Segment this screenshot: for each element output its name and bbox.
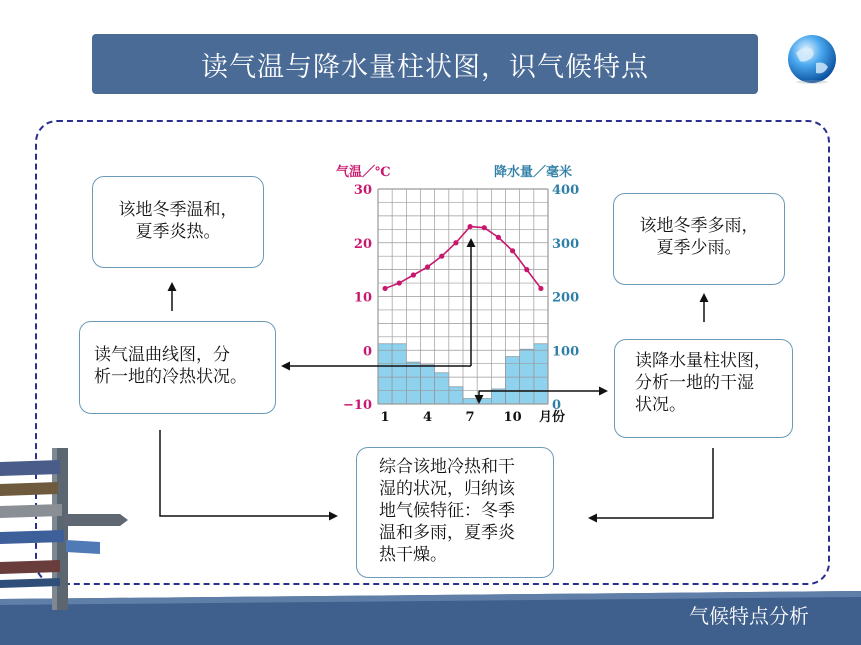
precipitation-bar: [392, 344, 406, 404]
box-line: 温和多雨，夏季炎: [379, 523, 515, 543]
temperature-axis-label: 气温／℃: [336, 165, 391, 180]
box-line: 析一地的冷热状况。: [94, 367, 247, 387]
month-tick-label: 10: [503, 410, 522, 425]
month-tick-label: 7: [465, 410, 475, 425]
temperature-point: [425, 264, 430, 269]
month-tick-label: 4: [423, 410, 433, 425]
precipitation-tick-label: 300: [552, 236, 580, 252]
precipitation-tick-label: 200: [552, 290, 580, 306]
precipitation-tick-label: 100: [552, 344, 580, 360]
temperature-point: [411, 272, 416, 277]
temperature-point: [397, 280, 402, 285]
precipitation-bar: [406, 362, 420, 404]
temperature-point: [524, 267, 529, 272]
precipitation-bar: [520, 349, 534, 404]
temperature-point: [467, 224, 472, 229]
temperature-point: [382, 286, 387, 291]
box-line: 读降水量柱状图，: [635, 351, 771, 371]
precipitation-bar: [477, 399, 491, 404]
temperature-point: [482, 225, 487, 230]
footer-label: 气候特点分析: [689, 604, 809, 628]
box-line: 读气温曲线图，分: [94, 345, 230, 365]
signpost-icon: [0, 440, 140, 610]
precipitation-bar: [378, 344, 392, 404]
temperature-tick-label: 0: [362, 344, 372, 360]
box-line: 该地冬季多雨，: [639, 216, 759, 236]
globe-icon: [786, 33, 838, 85]
box-line: 分析一地的干湿: [635, 373, 754, 393]
box-line: 热干燥。: [379, 545, 447, 565]
temperature-point: [496, 235, 501, 240]
page-title: 读气温与降水量柱状图，识气候特点: [201, 51, 649, 83]
precipitation-axis-label: 降水量／毫米: [494, 165, 573, 180]
precipitation-bar: [421, 365, 435, 404]
temperature-tick-label: 20: [353, 236, 372, 252]
precipitation-conclusion-box: [613, 193, 785, 285]
precipitation-tick-label: 0: [552, 398, 562, 413]
climate-chart: [330, 158, 590, 430]
precipitation-method-box: [614, 339, 793, 438]
temperature-method-box: [79, 321, 276, 414]
temperature-tick-label: 30: [353, 183, 372, 198]
title-bar: [92, 34, 758, 94]
temperature-point: [453, 240, 458, 245]
month-tick-label: 1: [380, 410, 390, 425]
box-line: 夏季少雨。: [656, 238, 742, 258]
box-line: 地气候特征：冬季: [379, 501, 515, 521]
temperature-conclusion-box: [92, 176, 264, 268]
box-line: 夏季炎热。: [135, 222, 221, 242]
box-line: 状况。: [635, 395, 686, 415]
box-line: 综合该地冷热和干: [379, 457, 515, 477]
precipitation-bar: [534, 344, 548, 404]
precipitation-bar: [449, 387, 463, 404]
temperature-point: [510, 248, 515, 253]
box-line: 湿的状况，归纳该: [379, 479, 515, 499]
box-line: 该地冬季温和，: [118, 200, 238, 220]
x-axis-label: 月份: [538, 410, 566, 425]
precipitation-bar: [491, 389, 505, 404]
temperature-point: [538, 286, 543, 291]
precipitation-bar: [463, 399, 477, 404]
temperature-tick-label: −10: [343, 398, 372, 413]
precipitation-bar: [435, 373, 449, 404]
temperature-point: [439, 254, 444, 259]
temperature-tick-label: 10: [353, 290, 372, 306]
precipitation-tick-label: 400: [552, 183, 580, 198]
synthesis-box: [356, 447, 554, 578]
